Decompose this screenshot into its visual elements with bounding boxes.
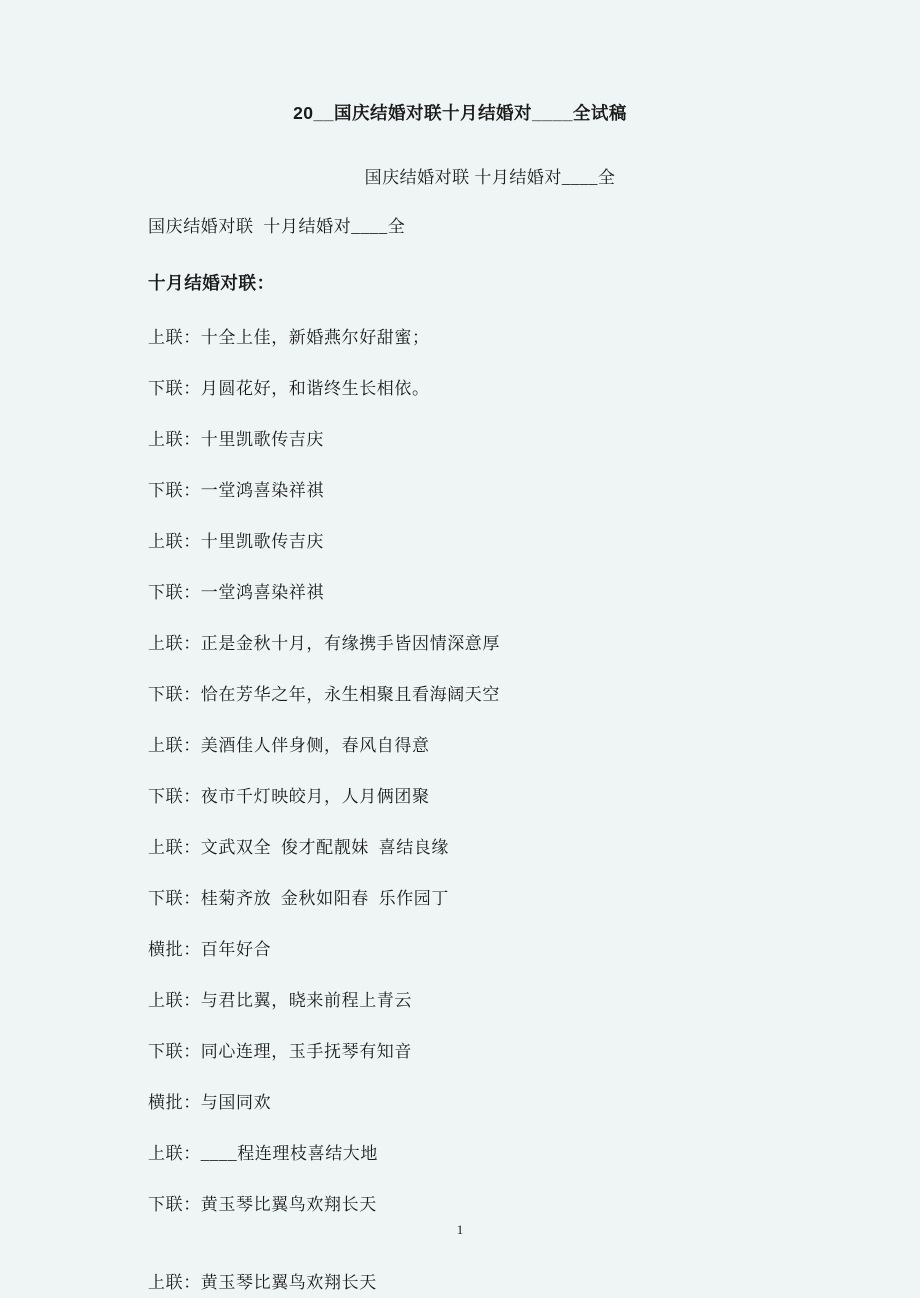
- couplet-line: 下联：恰在芳华之年，永生相聚且看海阔天空: [148, 684, 500, 704]
- intro-line: 国庆结婚对联 十月结婚对____全: [148, 217, 406, 236]
- couplet-line: 下联：一堂鸿喜染祥祺: [148, 480, 324, 500]
- couplet-line: 上联：十全上佳，新婚燕尔好甜蜜；: [148, 327, 430, 347]
- couplet-line: 横批：与国同欢: [148, 1092, 272, 1112]
- document-body: [0, 188, 920, 1213]
- page-number: 1: [456, 1222, 464, 1237]
- couplet-line: 上联：美酒佳人伴身侧，春风自得意: [148, 735, 430, 755]
- couplet-line: 上联：十里凯歌传吉庆: [148, 531, 324, 551]
- page-title: 20__国庆结婚对联十月结婚对____全试稿: [293, 103, 627, 123]
- document-subtitle: 国庆结婚对联 十月结婚对____全: [364, 168, 616, 187]
- couplet-line: 下联：夜市千灯映皎月，人月俩团聚: [148, 786, 430, 806]
- couplet-line: 上联：____程连理枝喜结大地: [148, 1143, 378, 1163]
- couplet-line: 下联：月圆花好，和谐终生长相依。: [148, 378, 430, 398]
- couplet-line: 下联：桂菊齐放 金秋如阳春 乐作园丁: [148, 888, 449, 908]
- couplet-line: 下联：一堂鸿喜染祥祺: [148, 582, 324, 602]
- couplet-line: 横批：百年好合: [148, 939, 272, 959]
- section-heading: 十月结婚对联：: [148, 273, 275, 293]
- couplet-line: 下联：黄玉琴比翼鸟欢翔长天: [148, 1194, 377, 1214]
- couplet-line: 上联：与君比翼，晓来前程上青云: [148, 990, 412, 1010]
- couplet-line: 上联：文武双全 俊才配靓妹 喜结良缘: [148, 837, 449, 857]
- overflow-line: 上联：黄玉琴比翼鸟欢翔长天: [148, 1273, 377, 1292]
- couplet-line: 上联：十里凯歌传吉庆: [148, 429, 324, 449]
- couplet-line: 上联：正是金秋十月，有缘携手皆因情深意厚: [148, 633, 500, 653]
- couplet-line: 下联：同心连理，玉手抚琴有知音: [148, 1041, 412, 1061]
